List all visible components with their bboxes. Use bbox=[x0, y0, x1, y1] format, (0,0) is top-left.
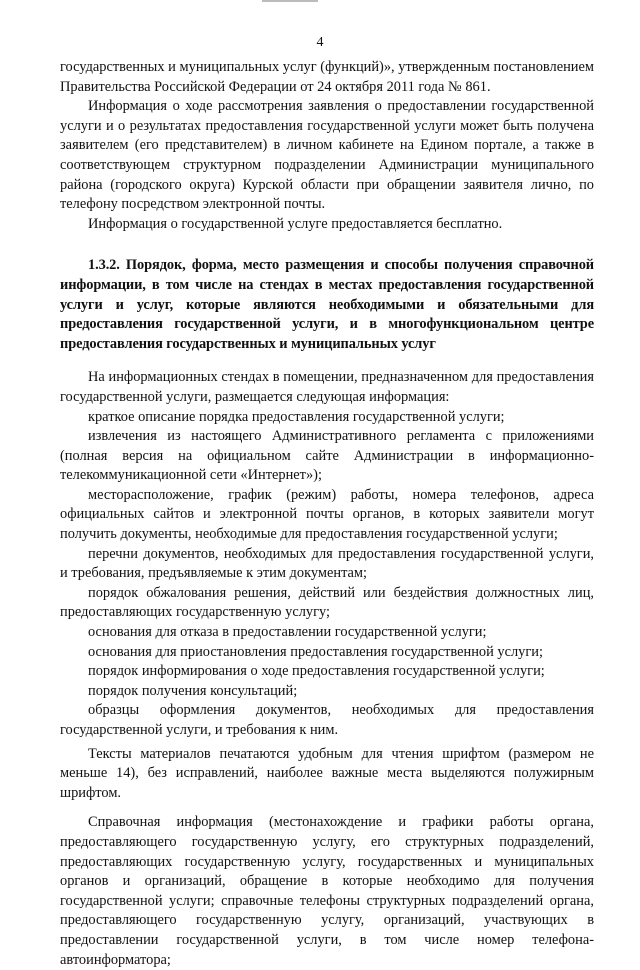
list-item: извлечения из настоящего Административного регламента с приложениями (полная версия на официальном сайте Администрации в информационно-телекоммуникационной сети «Интернет»); bbox=[60, 428, 594, 484]
section-heading: 1.3.2. Порядок, форма, место размещения и способы получения справочной информации, в том числе на стендах в местах предоставления государственной услуги и услуг, которые являются необходимыми и обязательными для предоставления государственной услуги, и в многофункциональном центре предоставления государственных и муниципальных услуг bbox=[60, 257, 594, 352]
paragraph-font-requirements: Тексты материалов печатаются удобным для чтения шрифтом (размером не меньше 14), без исправлений, наиболее важные места выделяются полужирным шрифтом. bbox=[60, 745, 594, 801]
list-item: перечни документов, необходимых для предоставления государственной услуги, и требования, предъявляемые к этим документам; bbox=[60, 545, 594, 582]
paragraph-application-status: Информация о ходе рассмотрения заявления о предоставлении государственной услуги и о результатах предоставления государственной услуги может быть получена заявителем (его представителем) в личном кабинете на Едином портале, а также в соответствующем структурном подразделении Администрации муниципального района (городского округа) Курской области при обращении заявителя лично, по телефону посредством электронной почты. bbox=[60, 98, 594, 213]
document-page bbox=[60, 58, 594, 970]
paragraph-free-service: Информация о государственной услуге предоставляется бесплатно. bbox=[88, 215, 503, 232]
paragraph-reference-info: Справочная информация (местонахождение и графики работы органа, предоставляющего государственную услугу, его структурных подразделений, предоставляющих государственную услугу, государственных и муниципальных органов и организаций, обращение в которые необходимо для получения государственной услуги; справочные телефоны структурных подразделений органа, предоставляющего государственную услугу, организаций, участвующих в предоставлении государственной услуги, в том числе номер телефона-автоинформатора; bbox=[60, 814, 594, 968]
list-item: порядок обжалования решения, действий или бездействия должностных лиц, предоставляющих государственную услугу; bbox=[60, 584, 594, 621]
list-item: краткое описание порядка предоставления государственной услуги; bbox=[88, 408, 505, 425]
list-item: образцы оформления документов, необходимых для предоставления государственной услуги, и требования к ним. bbox=[60, 702, 594, 738]
scan-edge-mark bbox=[262, 0, 318, 2]
list-item: месторасположение, график (режим) работы, номера телефонов, адреса официальных сайтов и электронной почты органов, в которых заявители могут получить документы, необходимые для предоставления государственной услуги; bbox=[60, 486, 594, 543]
page-number: 4 bbox=[316, 35, 324, 50]
list-item: основания для приостановления предоставления государственной услуги; bbox=[88, 643, 543, 660]
list-item: порядок информирования о ходе предоставления государственной услуги; bbox=[88, 663, 545, 680]
paragraph-continuation: государственных и муниципальных услуг (функций)», утвержденным постановлением Правительства Российской Федерации от 24 октября 2011 года № 861. bbox=[60, 59, 594, 95]
paragraph-stands-intro: На информационных стендах в помещении, предназначенном для предоставления государственной услуги, размещается следующая информация: bbox=[60, 369, 594, 405]
list-item: основания для отказа в предоставлении государственной услуги; bbox=[88, 624, 487, 641]
list-item: порядок получения консультаций; bbox=[88, 682, 298, 699]
